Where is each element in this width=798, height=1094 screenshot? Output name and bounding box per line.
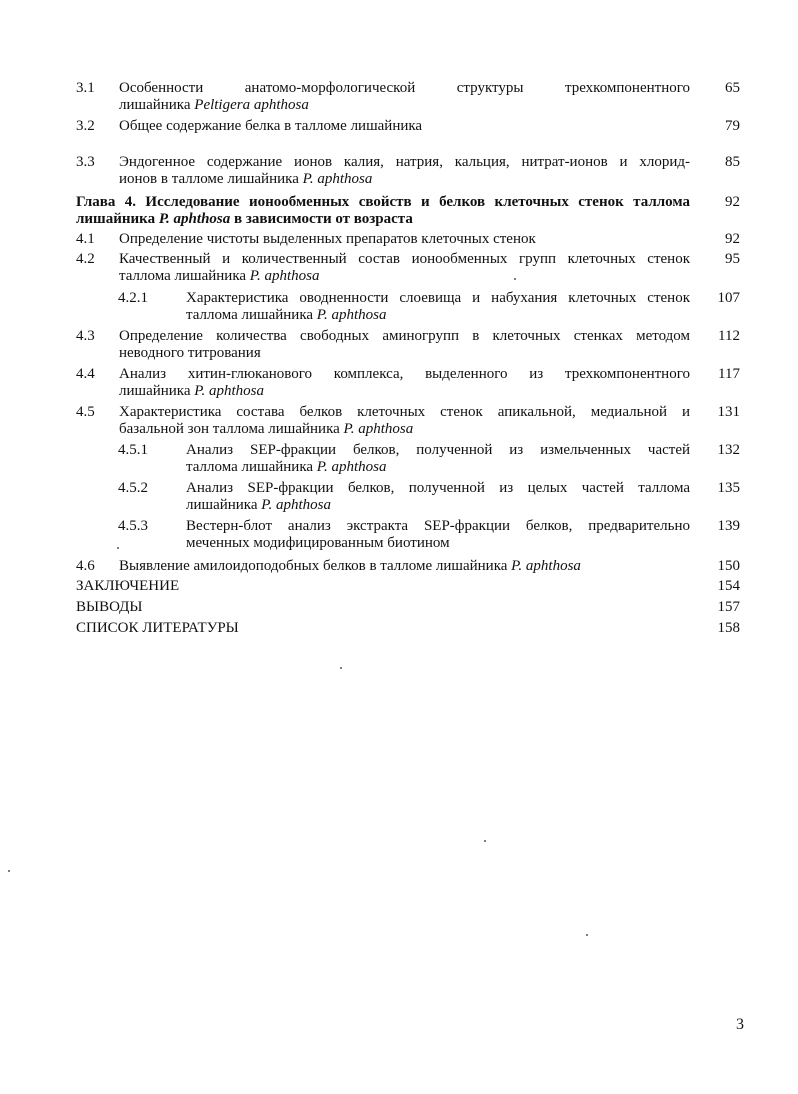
toc-number: 3.2 xyxy=(76,118,95,134)
toc-number: 4.6 xyxy=(76,558,95,574)
toc-title: Качественный и количественный состав ионообменных групп клеточных стенок таллома лишайника P. aphthosa xyxy=(119,251,690,284)
toc-title: Особенности анатомо-морфологической структуры трехкомпонентного лишайника Peltigera aphthosa xyxy=(119,80,690,113)
toc-title: Анализ SEP-фракции белков, полученной из измельченных частей таллома лишайника P. aphthosa xyxy=(186,442,690,475)
toc-page: 92 xyxy=(725,194,740,210)
scan-speck xyxy=(340,667,342,669)
toc-title: Выявление амилоидоподобных белков в талломе лишайника P. aphthosa xyxy=(119,558,581,574)
toc-title: Анализ хитин-глюканового комплекса, выделенного из трехкомпонентного лишайника P. aphthosa xyxy=(119,366,690,399)
toc-page: 135 xyxy=(717,480,740,496)
toc-page: 158 xyxy=(717,620,740,636)
toc-title: Характеристика состава белков клеточных стенок апикальной, медиальной и базальной зон таллома лишайника P. aphthosa xyxy=(119,404,690,437)
scan-speck xyxy=(117,547,119,549)
toc-entry-conclusion xyxy=(0,578,798,596)
toc-entry-4-2-1 xyxy=(0,290,798,326)
toc-entry-findings xyxy=(0,599,798,617)
toc-number: 4.5.2 xyxy=(118,480,148,496)
toc-page: 107 xyxy=(717,290,740,306)
toc-entry-4-6 xyxy=(0,558,798,576)
toc-page: 112 xyxy=(718,328,740,344)
toc-page: 117 xyxy=(718,366,740,382)
toc-number: 4.5.1 xyxy=(118,442,148,458)
scan-speck xyxy=(586,934,588,936)
toc-title: Анализ SEP-фракции белков, полученной из целых частей таллома лишайника P. aphthosa xyxy=(186,480,690,513)
toc-title: Глава 4. Исследование ионообменных свойств и белков клеточных стенок таллома лишайника P. aphthosa в зависимости от возраста xyxy=(76,194,690,227)
toc-page: 131 xyxy=(717,404,740,420)
toc-page: 154 xyxy=(717,578,740,594)
toc-entry-4-5-1 xyxy=(0,442,798,478)
toc-entry-3-2 xyxy=(0,118,798,136)
toc-entry-4-3 xyxy=(0,328,798,364)
toc-title: ЗАКЛЮЧЕНИЕ xyxy=(76,578,180,594)
toc-page: 85 xyxy=(725,154,740,170)
toc-entry-4-2 xyxy=(0,251,798,287)
toc-title: Эндогенное содержание ионов калия, натрия, кальция, нитрат-ионов и хлорид- ионов в талломе лишайника P. aphthosa xyxy=(119,154,690,187)
toc-title: Общее содержание белка в талломе лишайника xyxy=(119,118,423,134)
toc-number: 3.3 xyxy=(76,154,95,170)
toc-title: Вестерн-блот анализ экстракта SEP-фракции белков, предварительно меченных модифицированным биотином xyxy=(186,518,690,551)
scan-speck xyxy=(514,278,516,280)
toc-page: 92 xyxy=(725,231,740,247)
toc-number: 4.2.1 xyxy=(118,290,148,306)
toc-page: 95 xyxy=(725,251,740,267)
toc-number: 4.5.3 xyxy=(118,518,148,534)
scan-speck xyxy=(8,870,10,872)
toc-number: 3.1 xyxy=(76,80,95,96)
toc-entry-4-5-3 xyxy=(0,518,798,554)
toc-entry-4-4 xyxy=(0,366,798,402)
toc-entry-4-1 xyxy=(0,231,798,249)
toc-entry-3-1 xyxy=(0,80,798,116)
toc-page: 65 xyxy=(725,80,740,96)
toc-title: Определение чистоты выделенных препаратов клеточных стенок xyxy=(119,231,536,247)
toc-number: 4.1 xyxy=(76,231,95,247)
toc-number: 4.2 xyxy=(76,251,95,267)
toc-title: СПИСОК ЛИТЕРАТУРЫ xyxy=(76,620,239,636)
toc-page: 132 xyxy=(717,442,740,458)
toc-chapter-4-heading xyxy=(0,194,798,230)
scan-speck xyxy=(484,840,486,842)
toc-entry-4-5 xyxy=(0,404,798,440)
toc-page: 139 xyxy=(717,518,740,534)
toc-title: Характеристика оводненности слоевища и набухания клеточных стенок таллома лишайника P. aphthosa xyxy=(186,290,690,323)
toc-entry-4-5-2 xyxy=(0,480,798,516)
toc-title: Определение количества свободных аминогрупп в клеточных стенках методом неводного титрования xyxy=(119,328,690,361)
toc-number: 4.5 xyxy=(76,404,95,420)
toc-page: 157 xyxy=(717,599,740,615)
toc-page: 150 xyxy=(717,558,740,574)
toc-number: 4.3 xyxy=(76,328,95,344)
toc-page: 79 xyxy=(725,118,740,134)
toc-entry-3-3 xyxy=(0,154,798,190)
page-number: 3 xyxy=(736,1016,744,1033)
toc-title: ВЫВОДЫ xyxy=(76,599,143,615)
toc-entry-references xyxy=(0,620,798,638)
toc-number: 4.4 xyxy=(76,366,95,382)
